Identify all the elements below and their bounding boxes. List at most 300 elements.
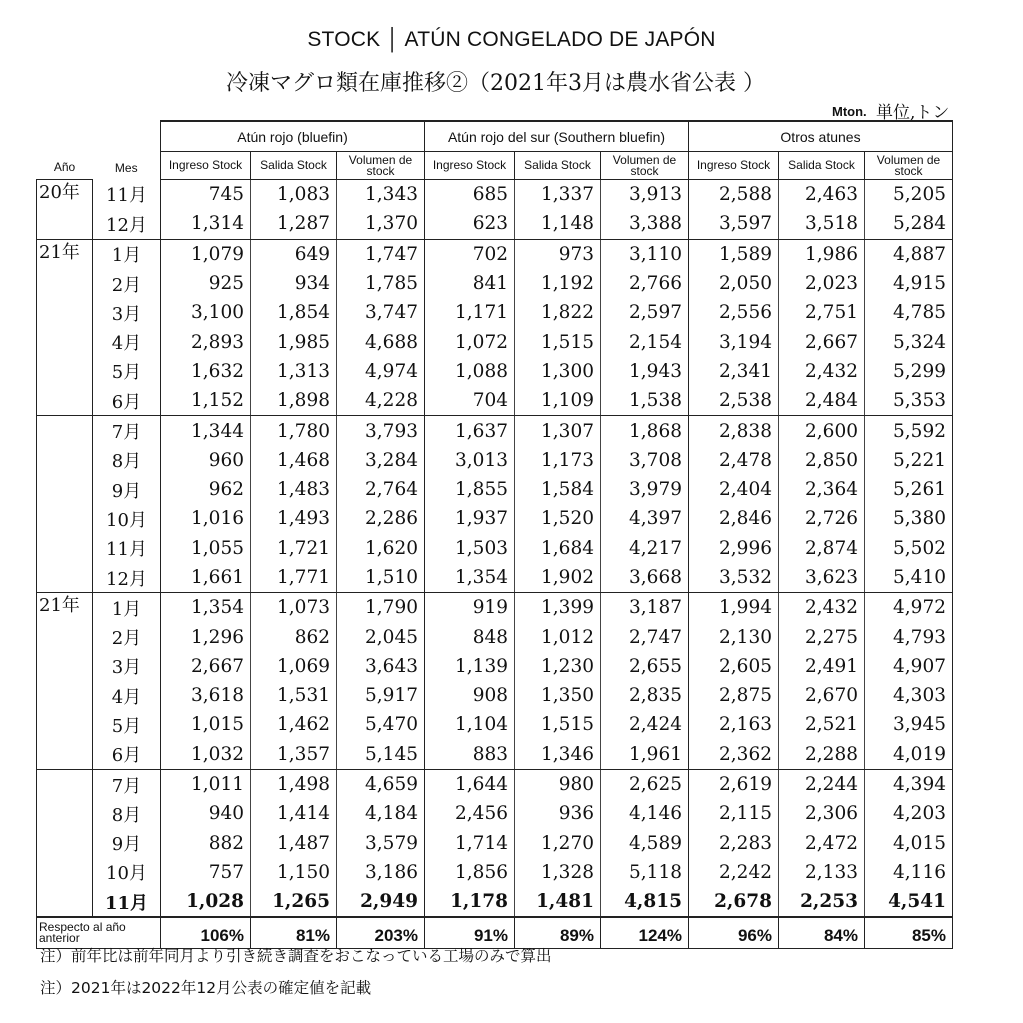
value-cell: 1,771	[251, 563, 337, 593]
month-cell: 10月	[93, 858, 161, 887]
value-cell: 757	[161, 858, 251, 887]
value-cell: 2,600	[779, 416, 865, 446]
value-cell: 5,470	[337, 710, 425, 739]
value-cell: 1,684	[515, 534, 601, 563]
value-cell: 2,045	[337, 622, 425, 651]
value-cell: 1,855	[425, 475, 515, 504]
value-cell: 3,579	[337, 829, 425, 858]
footnote: 注）前年比は前年同月より引き続き調査をおこなっている工場のみで算出	[40, 947, 552, 965]
table-row	[37, 475, 953, 504]
value-cell: 4,589	[601, 829, 689, 858]
value-cell: 1,961	[601, 740, 689, 770]
value-cell: 925	[161, 269, 251, 298]
value-cell: 2,456	[425, 799, 515, 828]
table-row	[37, 239, 953, 269]
value-cell: 1,790	[337, 593, 425, 623]
value-cell: 4,659	[337, 769, 425, 799]
value-cell: 5,324	[865, 327, 953, 356]
value-cell: 3,110	[601, 239, 689, 269]
value-cell: 1,012	[515, 622, 601, 651]
value-cell: 1,328	[515, 858, 601, 887]
value-cell: 1,531	[251, 681, 337, 710]
value-cell: 1,344	[161, 416, 251, 446]
month-cell: 9月	[93, 475, 161, 504]
value-cell: 936	[515, 799, 601, 828]
value-cell: 4,015	[865, 829, 953, 858]
value-cell: 1,986	[779, 239, 865, 269]
column-header: Volumen de stock	[865, 152, 953, 180]
value-cell: 1,515	[515, 710, 601, 739]
value-cell: 2,432	[779, 593, 865, 623]
value-cell: 4,203	[865, 799, 953, 828]
table-row	[37, 386, 953, 416]
value-cell: 3,793	[337, 416, 425, 446]
value-cell: 4,972	[865, 593, 953, 623]
value-cell: 1,307	[515, 416, 601, 446]
value-cell: 1,011	[161, 769, 251, 799]
value-cell: 2,424	[601, 710, 689, 739]
value-cell: 1,856	[425, 858, 515, 887]
value-cell: 1,314	[161, 209, 251, 239]
value-cell: 5,917	[337, 681, 425, 710]
value-cell: 2,050	[689, 269, 779, 298]
month-cell: 7月	[93, 416, 161, 446]
column-header: Salida Stock	[515, 152, 601, 180]
month-cell: 3月	[93, 298, 161, 327]
value-cell: 862	[251, 622, 337, 651]
value-cell: 1,109	[515, 386, 601, 416]
value-cell: 3,187	[601, 593, 689, 623]
value-cell: 4,397	[601, 504, 689, 533]
value-cell: 1,937	[425, 504, 515, 533]
yoy-value: 203%	[337, 917, 425, 949]
value-cell: 1,644	[425, 769, 515, 799]
value-cell: 2,893	[161, 327, 251, 356]
value-cell: 5,261	[865, 475, 953, 504]
yoy-label: Respecto al año anterior	[37, 917, 161, 949]
value-cell: 2,283	[689, 829, 779, 858]
value-cell: 1,313	[251, 357, 337, 386]
value-cell: 2,996	[689, 534, 779, 563]
value-cell: 1,357	[251, 740, 337, 770]
value-cell: 1,902	[515, 563, 601, 593]
table-row	[37, 534, 953, 563]
value-cell: 4,907	[865, 652, 953, 681]
value-cell: 4,915	[865, 269, 953, 298]
value-cell: 1,721	[251, 534, 337, 563]
value-cell: 2,670	[779, 681, 865, 710]
year-cell	[37, 769, 93, 917]
month-cell: 9月	[93, 829, 161, 858]
table-row	[37, 829, 953, 858]
value-cell: 2,556	[689, 298, 779, 327]
value-cell: 2,404	[689, 475, 779, 504]
page-subtitle: 冷凍マグロ類在庫推移②（2021年3月は農水省公表 ）	[226, 71, 765, 96]
value-cell: 1,148	[515, 209, 601, 239]
table-row	[37, 416, 953, 446]
value-cell: 4,217	[601, 534, 689, 563]
value-cell: 919	[425, 593, 515, 623]
month-cell: 11月	[93, 534, 161, 563]
column-header: Volumen de stock	[601, 152, 689, 180]
value-cell: 2,275	[779, 622, 865, 651]
value-cell: 1,661	[161, 563, 251, 593]
value-cell: 1,632	[161, 357, 251, 386]
value-cell: 2,242	[689, 858, 779, 887]
value-cell: 908	[425, 681, 515, 710]
value-cell: 3,643	[337, 652, 425, 681]
value-cell: 1,714	[425, 829, 515, 858]
value-cell: 2,655	[601, 652, 689, 681]
month-cell: 4月	[93, 327, 161, 356]
value-cell: 2,875	[689, 681, 779, 710]
month-cell: 3月	[93, 652, 161, 681]
value-cell: 1,503	[425, 534, 515, 563]
value-cell: 5,145	[337, 740, 425, 770]
value-cell: 1,028	[161, 887, 251, 917]
value-cell: 1,016	[161, 504, 251, 533]
value-cell: 2,835	[601, 681, 689, 710]
value-cell: 1,414	[251, 799, 337, 828]
month-cell: 5月	[93, 357, 161, 386]
value-cell: 2,678	[689, 887, 779, 917]
group-header-southern-bluefin: Atún rojo del sur (Southern bluefin)	[425, 121, 689, 152]
value-cell: 1,171	[425, 298, 515, 327]
value-cell: 2,588	[689, 180, 779, 210]
column-header: Volumen de stock	[337, 152, 425, 180]
value-cell: 848	[425, 622, 515, 651]
value-cell: 4,785	[865, 298, 953, 327]
table-row	[37, 887, 953, 917]
month-cell: 12月	[93, 563, 161, 593]
value-cell: 4,793	[865, 622, 953, 651]
value-cell: 3,668	[601, 563, 689, 593]
month-cell: 1月	[93, 239, 161, 269]
month-cell: 2月	[93, 269, 161, 298]
value-cell: 1,178	[425, 887, 515, 917]
column-header: Ingreso Stock	[689, 152, 779, 180]
month-cell: 6月	[93, 740, 161, 770]
value-cell: 4,184	[337, 799, 425, 828]
month-cell: 6月	[93, 386, 161, 416]
value-cell: 4,146	[601, 799, 689, 828]
value-cell: 1,192	[515, 269, 601, 298]
value-cell: 5,221	[865, 446, 953, 475]
value-cell: 2,850	[779, 446, 865, 475]
value-cell: 1,015	[161, 710, 251, 739]
value-cell: 980	[515, 769, 601, 799]
value-cell: 1,083	[251, 180, 337, 210]
value-cell: 2,472	[779, 829, 865, 858]
value-cell: 1,287	[251, 209, 337, 239]
value-cell: 1,747	[337, 239, 425, 269]
value-cell: 1,079	[161, 239, 251, 269]
table-row	[37, 740, 953, 770]
value-cell: 3,597	[689, 209, 779, 239]
month-cell: 7月	[93, 769, 161, 799]
yoy-value: 124%	[601, 917, 689, 949]
month-cell: 5月	[93, 710, 161, 739]
value-cell: 2,521	[779, 710, 865, 739]
value-cell: 1,620	[337, 534, 425, 563]
value-cell: 2,949	[337, 887, 425, 917]
value-cell: 2,115	[689, 799, 779, 828]
table-row	[37, 622, 953, 651]
yoy-value: 84%	[779, 917, 865, 949]
value-cell: 1,780	[251, 416, 337, 446]
value-cell: 2,023	[779, 269, 865, 298]
value-cell: 1,898	[251, 386, 337, 416]
table-row	[37, 710, 953, 739]
value-cell: 1,072	[425, 327, 515, 356]
value-cell: 5,502	[865, 534, 953, 563]
value-cell: 2,463	[779, 180, 865, 210]
column-header: Ingreso Stock	[425, 152, 515, 180]
group-header-other-tuna: Otros atunes	[689, 121, 953, 152]
month-cell: 4月	[93, 681, 161, 710]
value-cell: 1,868	[601, 416, 689, 446]
value-cell: 1,785	[337, 269, 425, 298]
month-cell: 11月	[93, 180, 161, 210]
value-cell: 1,520	[515, 504, 601, 533]
yoy-value: 89%	[515, 917, 601, 949]
value-cell: 745	[161, 180, 251, 210]
value-cell: 1,487	[251, 829, 337, 858]
value-cell: 5,118	[601, 858, 689, 887]
value-cell: 2,538	[689, 386, 779, 416]
value-cell: 2,133	[779, 858, 865, 887]
table-row	[37, 180, 953, 210]
value-cell: 623	[425, 209, 515, 239]
value-cell: 1,854	[251, 298, 337, 327]
value-cell: 1,943	[601, 357, 689, 386]
value-cell: 1,350	[515, 681, 601, 710]
month-cell: 8月	[93, 446, 161, 475]
value-cell: 2,747	[601, 622, 689, 651]
month-cell: 2月	[93, 622, 161, 651]
value-cell: 1,104	[425, 710, 515, 739]
value-cell: 4,887	[865, 239, 953, 269]
table-row	[37, 209, 953, 239]
value-cell: 1,370	[337, 209, 425, 239]
value-cell: 1,069	[251, 652, 337, 681]
column-header: Ingreso Stock	[161, 152, 251, 180]
value-cell: 1,032	[161, 740, 251, 770]
table-row	[37, 269, 953, 298]
table-row	[37, 799, 953, 828]
value-cell: 1,498	[251, 769, 337, 799]
value-cell: 1,300	[515, 357, 601, 386]
value-cell: 973	[515, 239, 601, 269]
yoy-value: 91%	[425, 917, 515, 949]
yoy-value: 96%	[689, 917, 779, 949]
value-cell: 1,152	[161, 386, 251, 416]
value-cell: 4,303	[865, 681, 953, 710]
value-cell: 1,822	[515, 298, 601, 327]
value-cell: 1,073	[251, 593, 337, 623]
table-row	[37, 858, 953, 887]
value-cell: 3,388	[601, 209, 689, 239]
value-cell: 1,173	[515, 446, 601, 475]
value-cell: 5,299	[865, 357, 953, 386]
value-cell: 2,286	[337, 504, 425, 533]
value-cell: 3,186	[337, 858, 425, 887]
value-cell: 1,343	[337, 180, 425, 210]
value-cell: 2,751	[779, 298, 865, 327]
value-cell: 5,353	[865, 386, 953, 416]
value-cell: 649	[251, 239, 337, 269]
value-cell: 3,532	[689, 563, 779, 593]
value-cell: 1,481	[515, 887, 601, 917]
value-cell: 5,284	[865, 209, 953, 239]
table-row	[37, 446, 953, 475]
table-row	[37, 769, 953, 799]
value-cell: 1,637	[425, 416, 515, 446]
value-cell: 4,541	[865, 887, 953, 917]
value-cell: 2,432	[779, 357, 865, 386]
unit-label-en: Mton.	[832, 104, 867, 119]
value-cell: 2,838	[689, 416, 779, 446]
value-cell: 702	[425, 239, 515, 269]
table-row	[37, 327, 953, 356]
value-cell: 2,605	[689, 652, 779, 681]
value-cell: 1,139	[425, 652, 515, 681]
value-cell: 5,592	[865, 416, 953, 446]
value-cell: 882	[161, 829, 251, 858]
value-cell: 2,244	[779, 769, 865, 799]
month-cell: 8月	[93, 799, 161, 828]
value-cell: 2,597	[601, 298, 689, 327]
value-cell: 2,846	[689, 504, 779, 533]
value-cell: 1,994	[689, 593, 779, 623]
value-cell: 2,766	[601, 269, 689, 298]
value-cell: 4,116	[865, 858, 953, 887]
value-cell: 2,362	[689, 740, 779, 770]
value-cell: 1,538	[601, 386, 689, 416]
value-cell: 1,346	[515, 740, 601, 770]
value-cell: 962	[161, 475, 251, 504]
value-cell: 3,623	[779, 563, 865, 593]
value-cell: 3,194	[689, 327, 779, 356]
value-cell: 3,913	[601, 180, 689, 210]
value-cell: 5,410	[865, 563, 953, 593]
table-row	[37, 681, 953, 710]
year-cell: 21年	[37, 593, 93, 770]
value-cell: 3,013	[425, 446, 515, 475]
value-cell: 2,874	[779, 534, 865, 563]
value-cell: 1,510	[337, 563, 425, 593]
value-cell: 3,945	[865, 710, 953, 739]
value-cell: 2,341	[689, 357, 779, 386]
value-cell: 5,380	[865, 504, 953, 533]
value-cell: 1,296	[161, 622, 251, 651]
year-cell: 20年	[37, 180, 93, 240]
value-cell: 1,462	[251, 710, 337, 739]
value-cell: 2,726	[779, 504, 865, 533]
value-cell: 2,484	[779, 386, 865, 416]
value-cell: 1,399	[515, 593, 601, 623]
value-cell: 3,518	[779, 209, 865, 239]
value-cell: 2,130	[689, 622, 779, 651]
value-cell: 1,493	[251, 504, 337, 533]
value-cell: 3,618	[161, 681, 251, 710]
column-header: Salida Stock	[251, 152, 337, 180]
page-title: STOCK │ ATÚN CONGELADO DE JAPÓN	[307, 28, 716, 51]
table-row	[37, 593, 953, 623]
value-cell: 2,491	[779, 652, 865, 681]
yoy-value: 81%	[251, 917, 337, 949]
value-cell: 3,979	[601, 475, 689, 504]
value-cell: 841	[425, 269, 515, 298]
value-cell: 2,306	[779, 799, 865, 828]
table-row	[37, 563, 953, 593]
value-cell: 2,667	[779, 327, 865, 356]
month-cell: 1月	[93, 593, 161, 623]
month-cell: 12月	[93, 209, 161, 239]
value-cell: 3,284	[337, 446, 425, 475]
value-cell: 4,394	[865, 769, 953, 799]
month-cell: 10月	[93, 504, 161, 533]
value-cell: 2,364	[779, 475, 865, 504]
value-cell: 1,270	[515, 829, 601, 858]
value-cell: 940	[161, 799, 251, 828]
value-cell: 3,100	[161, 298, 251, 327]
value-cell: 1,354	[161, 593, 251, 623]
value-cell: 1,483	[251, 475, 337, 504]
year-header: Año	[53, 160, 76, 174]
table-row	[37, 357, 953, 386]
value-cell: 1,337	[515, 180, 601, 210]
value-cell: 4,688	[337, 327, 425, 356]
value-cell: 2,619	[689, 769, 779, 799]
value-cell: 1,589	[689, 239, 779, 269]
column-header: Salida Stock	[779, 152, 865, 180]
value-cell: 2,288	[779, 740, 865, 770]
value-cell: 704	[425, 386, 515, 416]
footnote: 注）2021年は2022年12月公表の確定値を記載	[40, 979, 372, 997]
value-cell: 1,515	[515, 327, 601, 356]
value-cell: 3,708	[601, 446, 689, 475]
value-cell: 1,088	[425, 357, 515, 386]
value-cell: 1,584	[515, 475, 601, 504]
value-cell: 883	[425, 740, 515, 770]
value-cell: 2,478	[689, 446, 779, 475]
value-cell: 2,625	[601, 769, 689, 799]
unit-label-jp: 単位,トン	[876, 103, 950, 123]
value-cell: 1,150	[251, 858, 337, 887]
value-cell: 1,468	[251, 446, 337, 475]
value-cell: 934	[251, 269, 337, 298]
table-row	[37, 652, 953, 681]
value-cell: 4,974	[337, 357, 425, 386]
value-cell: 1,265	[251, 887, 337, 917]
table-row	[37, 504, 953, 533]
stock-table	[36, 120, 953, 949]
yoy-value: 85%	[865, 917, 953, 949]
group-header-bluefin: Atún rojo (bluefin)	[161, 121, 425, 152]
year-cell: 21年	[37, 239, 93, 416]
value-cell: 2,163	[689, 710, 779, 739]
table-row	[37, 298, 953, 327]
month-cell: 11月	[93, 887, 161, 917]
value-cell: 5,205	[865, 180, 953, 210]
value-cell: 2,764	[337, 475, 425, 504]
value-cell: 2,667	[161, 652, 251, 681]
value-cell: 4,228	[337, 386, 425, 416]
value-cell: 2,154	[601, 327, 689, 356]
value-cell: 1,985	[251, 327, 337, 356]
value-cell: 1,230	[515, 652, 601, 681]
